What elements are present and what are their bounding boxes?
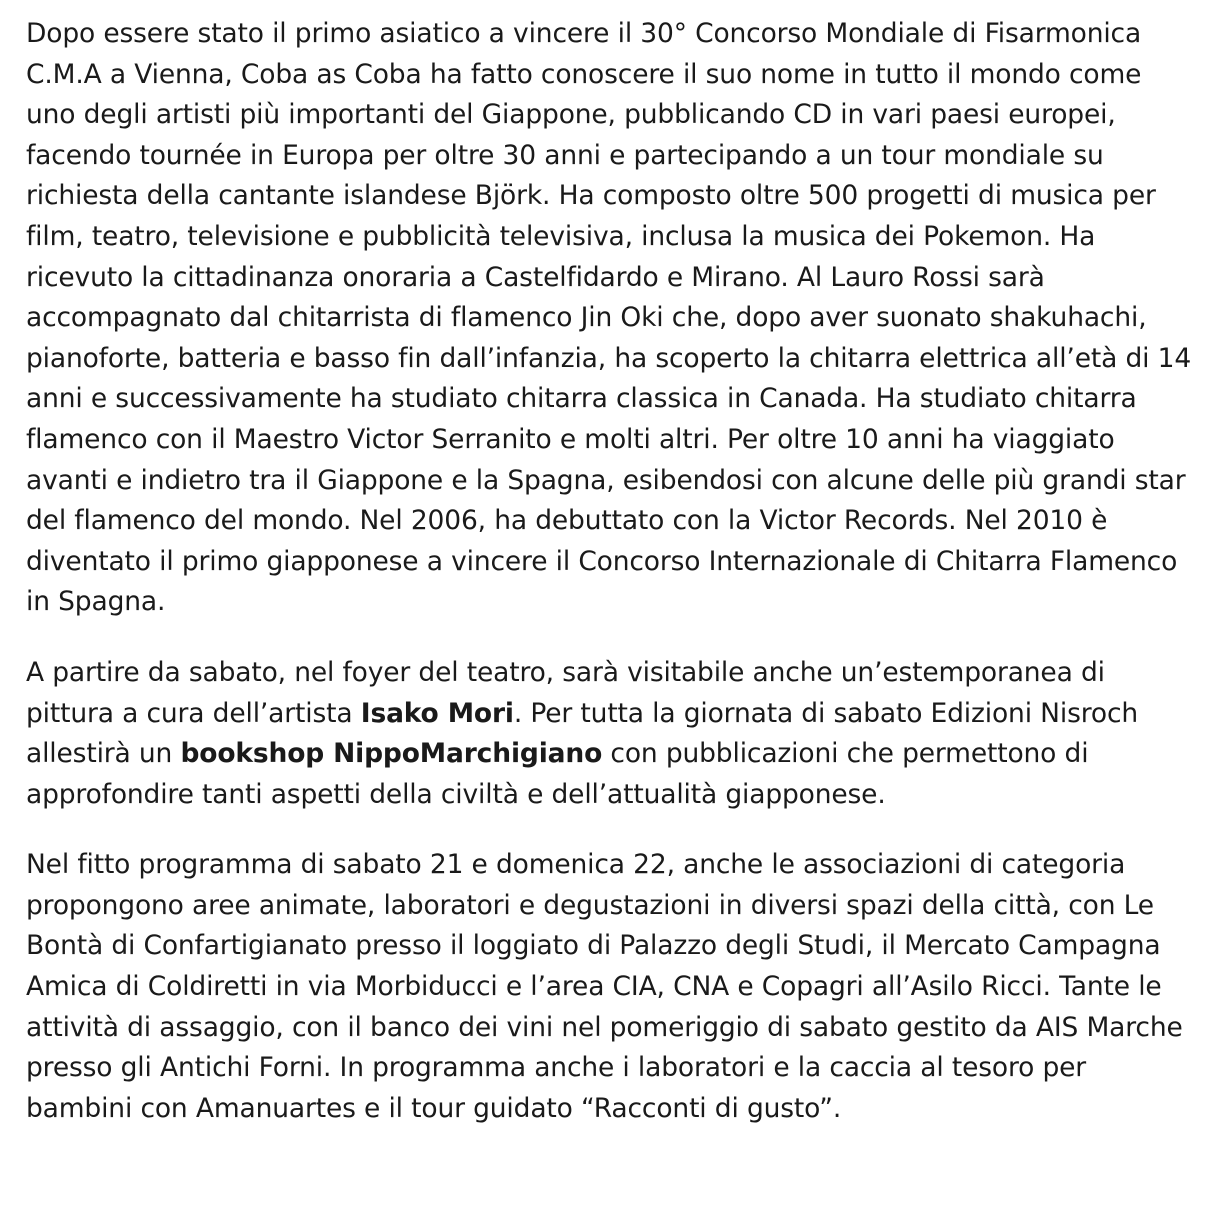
artist-name-bold: Isako Mori bbox=[360, 697, 514, 729]
paragraph-foyer-events bbox=[26, 653, 1194, 815]
text-span: . Per tutta la giornata di sabato Edizioni Nisroch allestirà un bbox=[26, 697, 1139, 770]
paragraph-coba-biography: Dopo essere stato il primo asiatico a vincere il 30° Concorso Mondiale di Fisarmonica C.M.A a Vienna, Coba as Coba ha fatto conoscere il suo nome in tutto il mondo come uno degli artisti più importanti del Giappone, pubblicando CD in vari paesi europei, facendo tournée in Europa per oltre 30 anni e partecipando a un tour mondiale su richiesta della cantante islandese Björk. Ha composto oltre 500 progetti di musica per film, teatro, televisione e pubblicità televisiva, inclusa la musica dei Pokemon. Ha ricevuto la cittadinanza onoraria a Castelfidardo e Mirano. Al Lauro Rossi sarà accompagnato dal chitarrista di flamenco Jin Oki che, dopo aver suonato shakuhachi, pianoforte, batteria e basso fin dall’infanzia, ha scoperto la chitarra elettrica all’età di 14 anni e successivamente ha studiato chitarra classica in Canada. Ha studiato chitarra flamenco con il Maestro Victor Serranito e molti altri. Per oltre 10 anni ha viaggiato avanti e indietro tra il Giappone e la Spagna, esibendosi con alcune delle più grandi star del flamenco del mondo. Nel 2006, ha debuttato con la Victor Records. Nel 2010 è diventato il primo giapponese a vincere il Concorso Internazionale di Chitarra Flamenco in Spagna. bbox=[26, 18, 1192, 618]
bookshop-name-bold: bookshop NippoMarchigiano bbox=[180, 738, 603, 770]
paragraph-weekend-program: Nel fitto programma di sabato 21 e domenica 22, anche le associazioni di categoria propongono aree animate, laboratori e degustazioni in diversi spazi della città, con Le Bontà di Confartigianato presso il loggiato di Palazzo degli Studi, il Mercato Campagna Amica di Coldiretti in via Morbiducci e l’area CIA, CNA e Copagri all’Asilo Ricci. Tante le attività di assaggio, con il banco dei vini nel pomeriggio di sabato gestito da AIS Marche presso gli Antichi Forni. In programma anche i laboratori e la caccia al tesoro per bambini con Amanuartes e il tour guidato “Racconti di gusto”. bbox=[26, 849, 1183, 1124]
text-span: con pubblicazioni che permettono di approfondire tanti aspetti della civiltà e dell’attualità giapponese. bbox=[26, 738, 1089, 810]
text-span: A partire da sabato, nel foyer del teatro, sarà visitabile anche un’estemporanea di pittura a cura dell’artista bbox=[26, 656, 1105, 729]
